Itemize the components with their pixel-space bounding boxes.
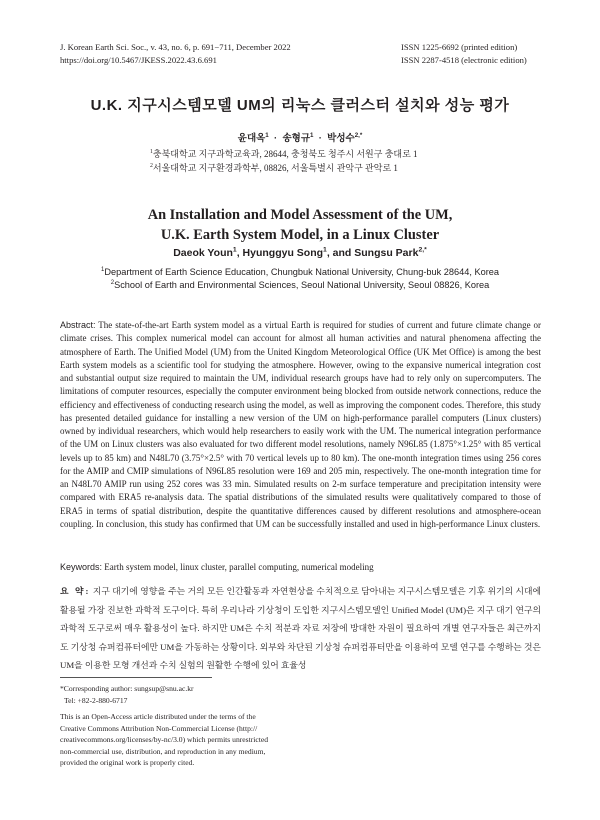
license-line: non-commercial use, distribution, and reproduction in any medium, xyxy=(60,746,266,756)
affiliation-marker: 1 xyxy=(265,131,269,139)
korean-abstract xyxy=(60,582,541,675)
corresponding-email: *Corresponding author: sungsup@snu.ac.kr xyxy=(60,684,194,693)
abstract-label: Abstract: xyxy=(60,320,96,330)
english-title-line: An Installation and Model Assessment of the UM, xyxy=(147,207,453,223)
keywords xyxy=(60,561,541,573)
license-line: provided the original work is properly cited. xyxy=(60,758,195,767)
english-author-name: Daeok Youn xyxy=(173,247,233,259)
english-author-name: Sungsu Park xyxy=(354,247,419,259)
korean-title: U.K. 지구시스템모델 UM의 리눅스 클러스터 설치와 성능 평가 xyxy=(90,97,510,114)
corresponding-phone: Tel: +82-2-880-6717 xyxy=(64,695,128,705)
author-joiner: , xyxy=(236,247,243,259)
affiliation-text: 충북대학교 지구과학교육과, 28644, 충청북도 청주시 서원구 충대로 1 xyxy=(152,149,418,159)
english-affiliation xyxy=(0,279,600,292)
korean-abstract-text: 지구 대기에 영향을 주는 거의 모든 인간활동과 자연현상을 수치적으로 담아내는 지구시스템모델은 기후 위기의 시대에 활용될 가장 진보한 과학적 도구이다. 특히 우리나라 기상청이 도입한 지구시스템모델인 Unified Model (UM)은 지구 대기 연구의 과학적 도구로써 매우 활용성이 높다. 하지만 UM은 수치 적분과 자료 저장에 방대한 자원이 필요하여 개별 연구자들은 최근까지도 기상청 슈퍼컴퓨터에만 UM을 가동하는 상황이다. 외부와 차단된 기상청 슈퍼컴퓨터만을 이용하여 모델 연구를 수행하는 것은 UM을 이용한 모형 개선과 수치 실험의 원활한 수행에 있어 효율성 xyxy=(60,586,542,670)
korean-author-name: 박성수 xyxy=(327,133,355,144)
corresponding-author-note xyxy=(60,683,194,706)
affiliation-marker: 1 xyxy=(310,131,314,139)
keywords-text: Earth system model, linux cluster, parallel computing, numerical modeling xyxy=(104,562,374,572)
english-author-name: Hyunggyu Song xyxy=(242,247,324,259)
affiliation-text: School of Earth and Environmental Sciences, Seoul National University, Seoul 08826, Korea xyxy=(114,280,490,290)
license-line: creativecommons.org/licenses/by-nc/3.0) which permits unrestricted xyxy=(60,735,268,744)
author-separator: · xyxy=(318,133,322,144)
author-separator: · xyxy=(274,133,278,144)
korean-author-name: 송형규 xyxy=(282,133,310,144)
korean-affiliation xyxy=(150,147,450,161)
author-joiner: , and xyxy=(326,247,355,259)
affiliation-marker: 2 xyxy=(110,279,115,286)
english-title xyxy=(0,205,600,245)
affiliation-text: 서울대학교 지구환경과학부, 08826, 서울특별시 관악구 관악로 1 xyxy=(152,163,398,173)
keywords-label: Keywords: xyxy=(60,562,103,572)
issn-electronic: ISSN 2287-4518 (electronic edition) xyxy=(401,55,527,65)
affiliation-text: Department of Earth Science Education, Chungbuk National University, Chung-buk 28644, Korea xyxy=(104,267,499,277)
english-title-line: U.K. Earth System Model, in a Linux Cluster xyxy=(160,227,440,243)
footnote-divider xyxy=(60,677,212,678)
issn-block xyxy=(401,41,527,67)
doi-link[interactable]: https://doi.org/10.5467/JKESS.2022.43.6.691 xyxy=(60,55,217,65)
korean-affiliation xyxy=(150,161,450,175)
affiliation-marker: 1 xyxy=(101,266,105,273)
issn-print: ISSN 1225-6692 (printed edition) xyxy=(401,42,518,52)
english-affiliation xyxy=(0,266,600,279)
license-line: Creative Commons Attribution Non-Commercial License (http:// xyxy=(60,723,258,733)
affiliation-marker: 1 xyxy=(323,246,327,254)
abstract xyxy=(60,319,541,531)
affiliation-marker: 1 xyxy=(150,149,153,155)
license-notice xyxy=(60,711,280,769)
korean-author-name: 윤대옥 xyxy=(237,133,266,144)
korean-abstract-label: 요 약: xyxy=(60,586,91,596)
journal-header xyxy=(60,41,291,67)
license-line: This is an Open-Access article distributed under the terms of the xyxy=(60,712,256,721)
korean-authors xyxy=(0,130,600,144)
korean-affiliations xyxy=(150,147,450,175)
english-authors xyxy=(0,247,600,259)
affiliation-marker: 2,* xyxy=(418,246,427,254)
affiliation-marker: 1 xyxy=(232,246,237,254)
abstract-text: The state-of-the-art Earth system model as a virtual Earth is required for studies of current and future climate change or climate crises. This complex numerical model can account for almost all human activities and natural phenomena affecting the atmosphere of Earth. The Unified Model (UM) from the United Kingdom Meteorological Office (UK Met Office) is among the best Earth system models as a scientific tool for studying the atmosphere. However, owing to the expansive numerical integration cost and substantial output size required to maintain the UM, individual research groups have had to rely only on supercomputers. The limitations of computer resources, especially the computer environment being blocked from outside network connections, reduce the efficiency and effectiveness of conducting research using the model, as well as improving the component codes. Therefore, this study has presented detailed guidance for installing a new version of the UM on high-performance parallel computers (Linux clusters) owned by individual researchers, which would help researchers to easily work with the UM. The numerical integration performance of the UM on Linux clusters was also evaluated for two different model resolutions, namely N96L85 (1.875°×1.25° with 85 vertical levels up to 85 km) and N48L70 (3.75°×2.5° with 70 vertical levels up to 80 km). The one-month integration times using 256 cores for the AMIP and CMIP simulations of N96L85 resolution were 169 and 205 min, respectively. The one-month integration time for an N48L70 AMIP run using 252 cores was 33 min. Simulated results on 2-m surface temperature and precipitation intensity were compared with ERA5 re-analysis data. The spatial distributions of the simulated results were qualitatively compared to those of ERA5 in terms of spatial distribution, despite the quantitative differences caused by different resolutions and atmosphere-ocean coupling. In conclusion, this study has confirmed that UM can be successfully installed and used in high-performance Linux clusters. xyxy=(60,320,541,529)
journal-citation: J. Korean Earth Sci. Soc., v. 43, no. 6, p. 691−711, December 2022 xyxy=(60,42,291,52)
affiliation-marker: 2,* xyxy=(354,131,363,139)
english-affiliations xyxy=(0,266,600,292)
affiliation-marker: 2 xyxy=(150,163,153,169)
